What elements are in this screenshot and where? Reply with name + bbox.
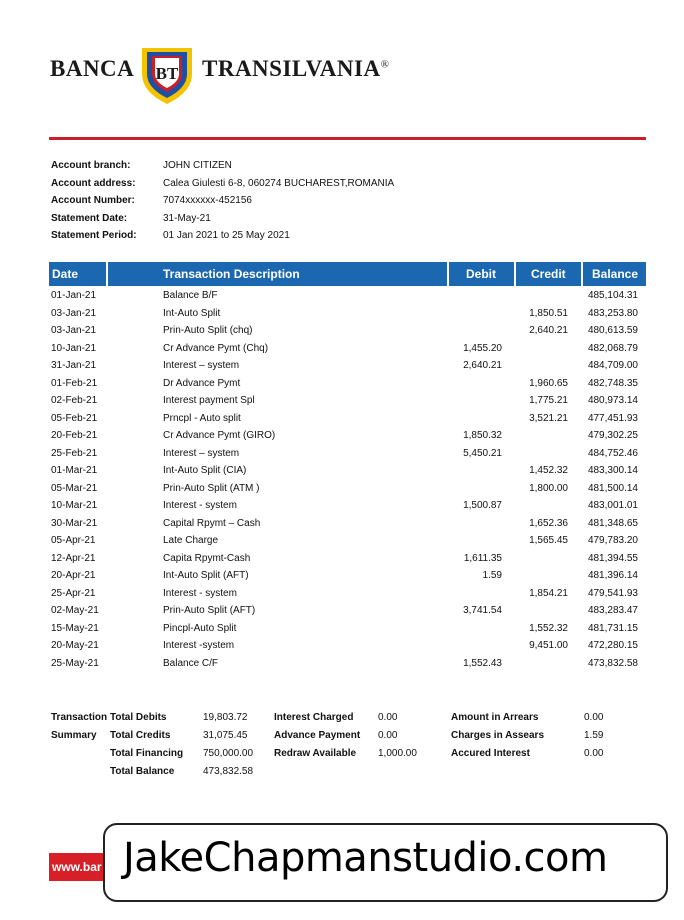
logo-letters: BT: [155, 64, 179, 83]
column-divider: [514, 262, 516, 286]
summary-label: Amount in Arrears: [451, 712, 539, 723]
row-description: Prin-Auto Split (chq): [163, 325, 253, 336]
info-label: Account branch:: [51, 160, 131, 171]
row-balance: 480,613.59: [587, 325, 638, 336]
table-row: [0, 637, 684, 655]
column-header-date: Date: [52, 267, 79, 281]
summary-value: 473,832.58: [203, 766, 254, 777]
summary-value: 31,075.45: [203, 730, 248, 741]
row-description: Int-Auto Split (CIA): [163, 465, 247, 476]
table-row: [0, 392, 684, 410]
table-row: [0, 410, 684, 428]
table-row: [0, 445, 684, 463]
summary-value: 19,803.72: [203, 712, 248, 723]
row-description: Interest - system: [163, 587, 237, 599]
row-date: 15-May-21: [51, 622, 99, 634]
table-row: [0, 515, 684, 533]
row-balance: 484,752.46: [587, 447, 638, 459]
row-description: Cr Advance Pymt (Chq): [163, 342, 269, 354]
column-divider: [447, 262, 449, 286]
summary-value: 0.00: [584, 712, 604, 723]
summary-value: 0.00: [378, 730, 398, 741]
row-balance: 484,709.00: [587, 360, 638, 371]
row-balance: 483,253.80: [587, 307, 638, 319]
column-header-credit: Credit: [531, 267, 566, 281]
row-debit: 5,450.21: [463, 447, 502, 459]
summary-label: Total Debits: [110, 712, 167, 723]
row-description: Capita Rpymt-Cash: [163, 552, 251, 564]
row-date: 03-Jan-21: [51, 325, 97, 336]
row-date: 02-May-21: [51, 605, 99, 616]
transactions-table-header: [49, 262, 646, 286]
brand-name-right: TRANSILVANIA®: [202, 56, 390, 81]
table-row: [0, 427, 684, 445]
row-credit: 1,854.21: [529, 587, 568, 599]
row-date: 01-Jan-21: [51, 290, 97, 301]
row-balance: 477,451.93: [587, 412, 638, 424]
row-date: 10-Mar-21: [51, 500, 98, 511]
column-header-description: Transaction Description: [163, 267, 300, 281]
column-header-balance: Balance: [592, 267, 639, 281]
summary-value: 1.59: [584, 730, 604, 741]
row-credit: 1,960.65: [529, 377, 568, 389]
website-link-partial[interactable]: www.bar: [49, 853, 111, 881]
row-credit: 9,451.00: [529, 640, 568, 651]
info-value: 31-May-21: [163, 212, 211, 224]
table-row: [0, 357, 684, 375]
row-date: 01-Mar-21: [51, 465, 98, 476]
row-date: 20-Feb-21: [51, 430, 98, 441]
table-row: [0, 322, 684, 340]
column-divider: [581, 262, 583, 286]
row-debit: 1,611.35: [463, 552, 502, 564]
table-row: [0, 497, 684, 515]
row-description: Capital Rpymt – Cash: [163, 517, 261, 529]
row-balance: 479,541.93: [587, 587, 638, 599]
row-date: 25-Feb-21: [51, 447, 98, 459]
registered-mark: ®: [380, 58, 390, 71]
row-debit: 1,455.20: [463, 342, 502, 354]
row-balance: 481,731.15: [587, 622, 638, 634]
row-credit: 2,640.21: [529, 325, 568, 336]
info-label: Statement Period:: [51, 230, 137, 242]
row-debit: 3,741.54: [463, 605, 502, 616]
row-balance: 482,748.35: [587, 377, 638, 389]
info-value: JOHN CITIZEN: [163, 160, 232, 171]
summary-value: 0.00: [378, 712, 398, 723]
table-row: [0, 532, 684, 550]
row-description: Late Charge: [163, 535, 219, 546]
table-row: [0, 305, 684, 323]
row-date: 25-May-21: [51, 657, 99, 669]
summary-label: Total Credits: [110, 730, 171, 741]
table-row: [0, 585, 684, 603]
watermark-text: JakeChapmanstudio.com: [123, 835, 608, 881]
row-credit: 1,775.21: [529, 395, 568, 406]
row-description: Interest payment Spl: [163, 395, 255, 406]
summary-value: 0.00: [584, 748, 604, 759]
row-description: Int-Auto Split (AFT): [163, 570, 249, 581]
row-description: Prin-Auto Split (ATM ): [163, 482, 260, 494]
row-date: 20-Apr-21: [51, 570, 96, 581]
row-date: 02-Feb-21: [51, 395, 98, 406]
row-description: Pincpl-Auto Split: [163, 622, 237, 634]
summary-label: Accured Interest: [451, 748, 530, 759]
brand-name-left: BANCA: [50, 56, 135, 81]
row-balance: 483,300.14: [587, 465, 638, 476]
row-balance: 481,348.65: [587, 517, 638, 529]
watermark-banner: [103, 823, 668, 902]
table-row: [0, 287, 684, 305]
summary-label: Advance Payment: [274, 730, 361, 741]
bank-logo: [136, 44, 198, 106]
row-credit: 1,452.32: [529, 465, 568, 476]
row-balance: 479,783.20: [587, 535, 638, 546]
info-value: 01 Jan 2021 to 25 May 2021: [163, 230, 290, 242]
summary-title-line1: Transaction: [51, 712, 108, 723]
row-debit: 1,500.87: [463, 500, 502, 511]
table-row: [0, 620, 684, 638]
row-date: 12-Apr-21: [51, 552, 96, 564]
summary-value: 750,000.00: [203, 748, 254, 759]
header-divider: [49, 137, 646, 140]
info-label: Statement Date:: [51, 212, 128, 224]
column-divider: [106, 262, 108, 286]
info-value: Calea Giulesti 6-8, 060274 BUCHAREST,ROMANIA: [163, 177, 395, 189]
summary-label: Interest Charged: [274, 712, 354, 723]
table-row: [0, 375, 684, 393]
row-credit: 3,521.21: [529, 412, 568, 424]
info-label: Account address:: [51, 177, 136, 189]
table-row: [0, 462, 684, 480]
summary-label: Total Financing: [110, 748, 184, 759]
summary-title-line2: Summary: [51, 730, 97, 741]
row-date: 03-Jan-21: [51, 307, 97, 319]
row-description: Interest -system: [163, 640, 235, 651]
info-value: 7074xxxxxx-452156: [163, 195, 252, 207]
row-date: 25-Apr-21: [51, 587, 96, 599]
table-row: [0, 567, 684, 585]
row-credit: 1,800.00: [529, 482, 568, 494]
row-date: 05-Feb-21: [51, 412, 98, 424]
info-label: Account Number:: [51, 195, 135, 207]
row-description: Balance B/F: [163, 290, 218, 301]
row-date: 20-May-21: [51, 640, 99, 651]
transactions-table-body: [0, 287, 684, 672]
row-description: Prncpl - Auto split: [163, 412, 241, 424]
row-balance: 480,973.14: [587, 395, 638, 406]
table-row: [0, 340, 684, 358]
row-balance: 472,280.15: [587, 640, 638, 651]
row-description: Int-Auto Split: [163, 307, 221, 319]
row-date: 05-Apr-21: [51, 535, 96, 546]
row-credit: 1,850.51: [529, 307, 568, 319]
summary-label: Redraw Available: [274, 748, 357, 759]
row-balance: 481,396.14: [587, 570, 638, 581]
row-credit: 1,565.45: [529, 535, 568, 546]
row-date: 01-Feb-21: [51, 377, 98, 389]
bank-header: [50, 44, 650, 114]
row-description: Cr Advance Pymt (GIRO): [163, 430, 276, 441]
row-description: Interest – system: [163, 447, 240, 459]
row-debit: 1,552.43: [463, 657, 502, 669]
row-balance: 483,001.01: [587, 500, 638, 511]
row-description: Prin-Auto Split (AFT): [163, 605, 256, 616]
table-row: [0, 550, 684, 568]
row-credit: 1,552.32: [529, 622, 568, 634]
row-date: 10-Jan-21: [51, 342, 97, 354]
table-row: [0, 655, 684, 673]
row-balance: 481,500.14: [587, 482, 638, 494]
row-balance: 483,283.47: [587, 605, 638, 616]
row-credit: 1,652.36: [529, 517, 568, 529]
row-date: 31-Jan-21: [51, 360, 97, 371]
summary-label: Total Balance: [110, 766, 175, 777]
row-date: 30-Mar-21: [51, 517, 98, 529]
row-balance: 473,832.58: [587, 657, 638, 669]
row-date: 05-Mar-21: [51, 482, 98, 494]
row-debit: 1.59: [482, 570, 502, 581]
row-debit: 2,640.21: [463, 360, 502, 371]
row-description: Interest – system: [163, 360, 240, 371]
row-balance: 482,068.79: [587, 342, 638, 354]
row-balance: 481,394.55: [587, 552, 638, 564]
row-balance: 479,302.25: [587, 430, 638, 441]
summary-value: 1,000.00: [378, 748, 417, 759]
table-row: [0, 480, 684, 498]
table-row: [0, 602, 684, 620]
row-balance: 485,104.31: [587, 290, 638, 301]
row-description: Balance C/F: [163, 657, 219, 669]
row-description: Dr Advance Pymt: [163, 377, 241, 389]
column-header-debit: Debit: [466, 267, 496, 281]
summary-label: Charges in Assears: [451, 730, 545, 741]
row-description: Interest - system: [163, 500, 237, 511]
row-debit: 1,850.32: [463, 430, 502, 441]
